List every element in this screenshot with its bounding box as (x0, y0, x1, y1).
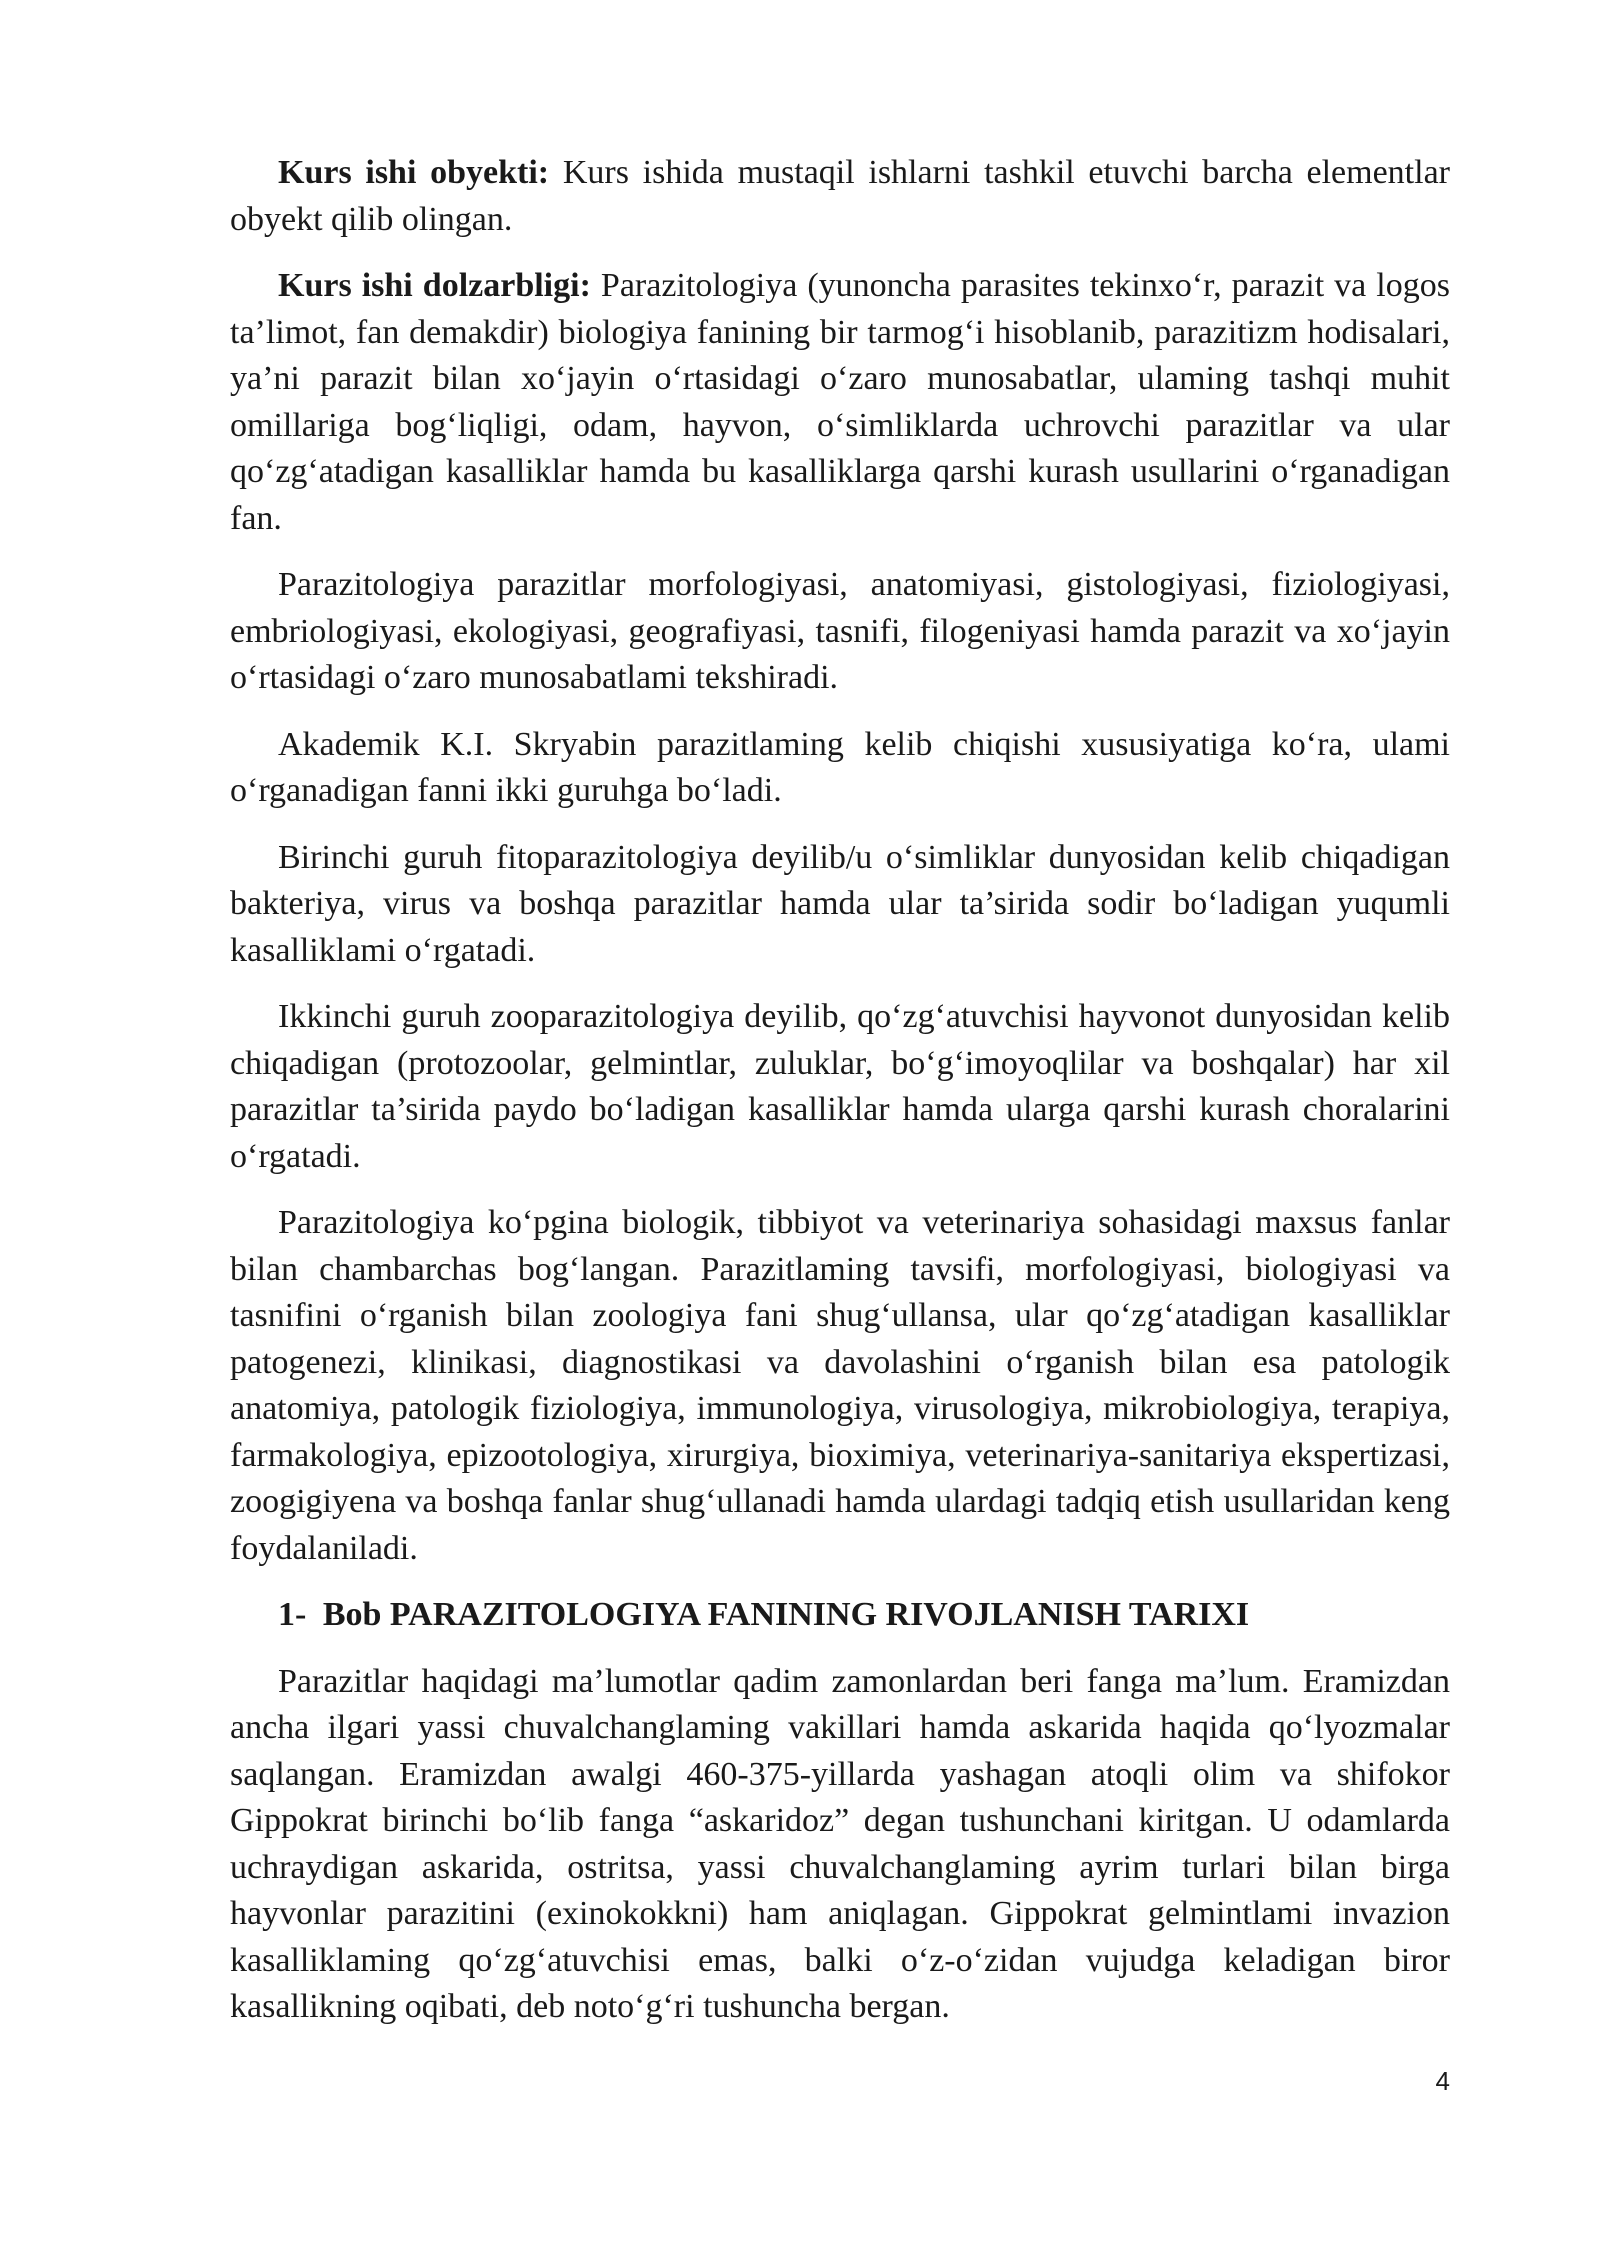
paragraph-text: Parazitologiya ko‘pgina biologik, tibbiyot va veterinariya sohasidagi maxsus fanlar bilan chambarchas bog‘langan. Parazitlaming tavsifi, morfologiyasi, biologiyasi va tasnifini o‘rganish bilan zoologiya fani shug‘ullansa, ular qo‘zg‘atadigan kasalliklar patogenezi, klinikasi, diagnostikasi va davolashini o‘rganish bilan esa patologik anatomiya, patologik fiziologiya, immunologiya, virusologiya, mikrobiologiya, terapiya, farmakologiya, epizootologiya, xirurgiya, bioximiya, veterinariya-sanitariya ekspertizasi, zoogigiyena va boshqa fanlar shug‘ullanadi hamda ulardagi tadqiq etish usullaridan keng foydalaniladi. (230, 1204, 1450, 1567)
paragraph-text: Parazitologiya (yunoncha parasites tekinxo‘r, parazit va logos ta’limot, fan demakdir) biologiya fanining bir tarmog‘i hisoblanib, parazitizm hodisalari, ya’ni parazit bilan xo‘jayin o‘rtasidagi o‘zaro munosabatlar, ulaming tashqi muhit omillariga bog‘liqligi, odam, hayvon, o‘simliklarda uchrovchi parazitlar va ular qo‘zg‘atadigan kasalliklar hamda bu kasalliklarga qarshi kurash usullarini o‘rganadigan fan. (230, 267, 1450, 537)
chapter-number: 1- (278, 1596, 307, 1633)
paragraph-text: Ikkinchi guruh zooparazitologiya deyilib, qo‘zg‘atuvchisi hayvonot dunyosidan kelib chiqadigan (protozoolar, gelmintlar, zuluklar, bo‘g‘imoyoqlilar va boshqalar) har xil parazitlar ta’sirida paydo bo‘ladigan kasalliklar hamda ularga qarshi kurash choralarini o‘rgatadi. (230, 998, 1450, 1175)
document-page (230, 150, 1450, 2051)
paragraph-lead: Kurs ishi dolzarbligi: (278, 267, 591, 304)
paragraph-text: Parazitlar haqidagi ma’lumotlar qadim zamonlardan beri fanga ma’lum. Eramizdan ancha ilgari yassi chuvalchanglaming vakillari hamda askarida haqida qo‘lyozmalar saqlangan. Eramizdan awalgi 460-375-yillarda yashagan atoqli olim va shifokor Gippokrat birinchi bo‘lib fanga “askaridoz” degan tushunchani kiritgan. U odamlarda uchraydigan askarida, ostritsa, yassi chuvalchanglaming ayrim turlari bilan birga hayvonlar parazitini (exinokokkni) ham aniqlagan. Gippokrat gelmintlami invazion kasalliklaming qo‘zg‘atuvchisi emas, balki o‘z-o‘zidan vujudga keladigan biror kasallikning oqibati, deb noto‘g‘ri tushuncha bergan. (230, 1662, 1450, 2025)
chapter-heading (230, 1592, 1450, 1639)
paragraph-text: Parazitologiya parazitlar morfologiyasi, anatomiyasi, gistologiyasi, fiziologiyasi, embriologiyasi, ekologiyasi, geografiyasi, tasnifi, filogeniyasi hamda parazit va xo‘jayin o‘rtasidagi o‘zaro munosabatlami tekshiradi. (230, 566, 1450, 696)
paragraph-text: Kurs ishida mustaqil ishlarni tashkil etuvchi barcha elementlar obyekt qilib olingan. (230, 154, 1450, 238)
paragraph-lead: Kurs ishi obyekti: (278, 154, 550, 191)
paragraph-relevance (230, 263, 1450, 542)
paragraph-text: Akademik K.I. Skryabin parazitlaming kelib chiqishi xususiyatiga ko‘ra, ulami o‘rganadigan fanni ikki guruhga bo‘ladi. (230, 725, 1450, 809)
chapter-title: Bob PARAZITOLOGIYA FANINING RIVOJLANISH TARIXI (322, 1596, 1250, 1633)
paragraph-text: Birinchi guruh fitoparazitologiya deyilib/u o‘simliklar dunyosidan kelib chiqadigan bakteriya, virus va boshqa parazitlar hamda ular ta’sirida sodir bo‘ladigan yuqumli kasalliklami o‘rgatadi. (230, 838, 1450, 969)
paragraph-object (230, 150, 1450, 243)
page-number: 4 (1435, 2066, 1450, 2096)
